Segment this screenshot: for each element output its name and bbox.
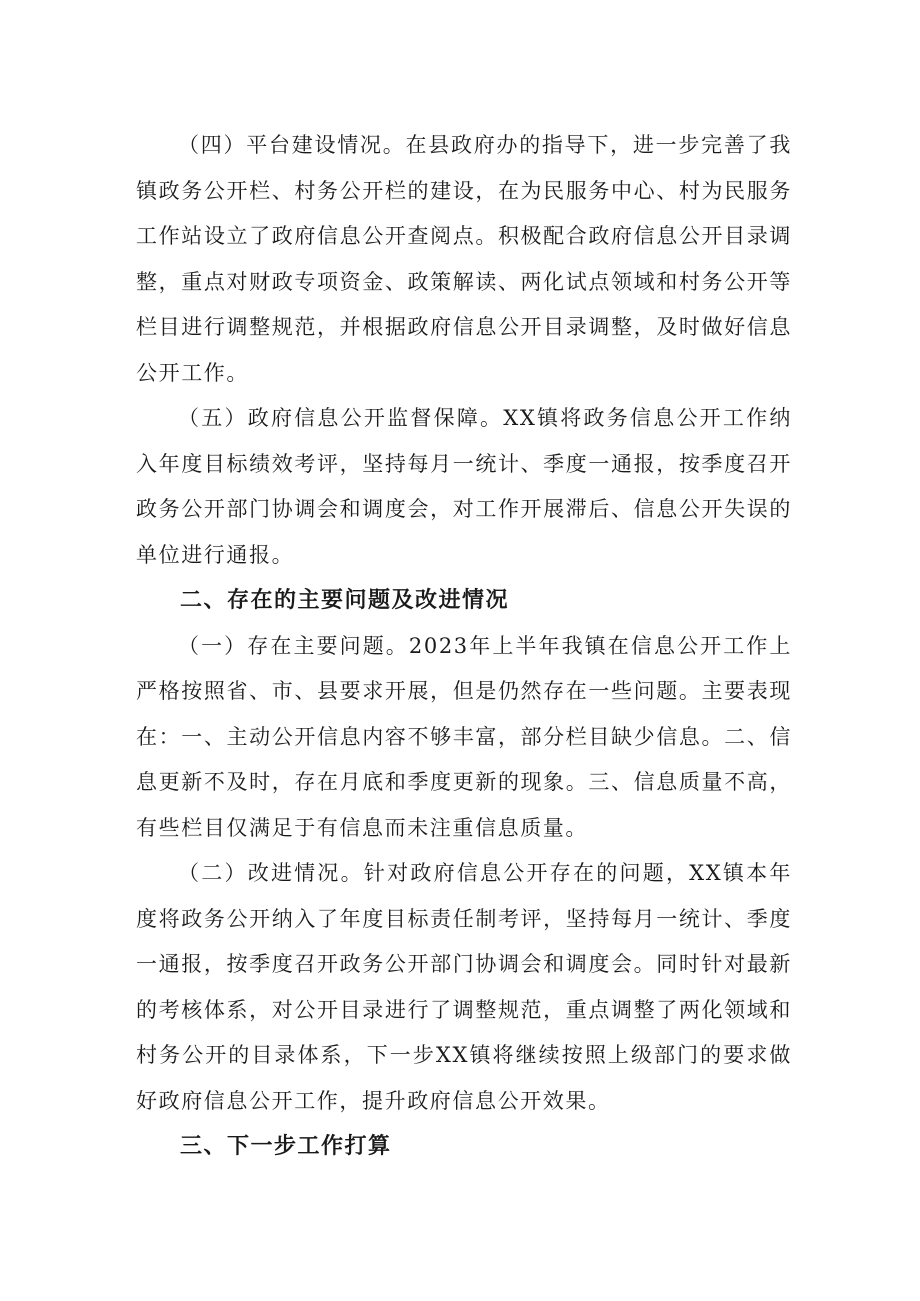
section-heading-next-steps: 三、下一步工作打算 (180, 1134, 392, 1159)
document-body (136, 123, 792, 1170)
paragraph-main-problems: （一）存在主要问题。2023年上半年我镇在信息公开工作上严格按照省、市、县要求开展，但是仍然存在一些问题。主要表现在：一、主动公开信息内容不够丰富，部分栏目缺少信息。二、信息更新不及时，存在月底和季度更新的现象。三、信息质量不高，有些栏目仅满足于有信息而未注重信息质量。 (136, 633, 792, 840)
paragraph-improvements: （二）改进情况。针对政府信息公开存在的问题，XX镇本年度将政务公开纳入了年度目标责任制考评，坚持每月一统计、季度一通报，按季度召开政务公开部门协调会和调度会。同时针对最新的考核体系，对公开目录进行了调整规范，重点调整了两化领域和村务公开的目录体系，下一步XX镇将继续按照上级部门的要求做好政府信息公开工作，提升政府信息公开效果。 (136, 861, 792, 1113)
section-heading-problems: 二、存在的主要问题及改进情况 (180, 588, 510, 613)
paragraph-supervision-guarantee: （五）政府信息公开监督保障。XX镇将政务信息公开工作纳入年度目标绩效考评，坚持每月一统计、季度一通报，按季度召开政务公开部门协调会和调度会，对工作开展滞后、信息公开失误的单位进行通报。 (136, 406, 792, 567)
paragraph-platform-construction: （四）平台建设情况。在县政府办的指导下，进一步完善了我镇政务公开栏、村务公开栏的建设，在为民服务中心、村为民服务工作站设立了政府信息公开查阅点。积极配合政府信息公开目录调整，重点对财政专项资金、政策解读、两化试点领域和村务公开等栏目进行调整规范，并根据政府信息公开目录调整，及时做好信息公开工作。 (136, 133, 792, 385)
